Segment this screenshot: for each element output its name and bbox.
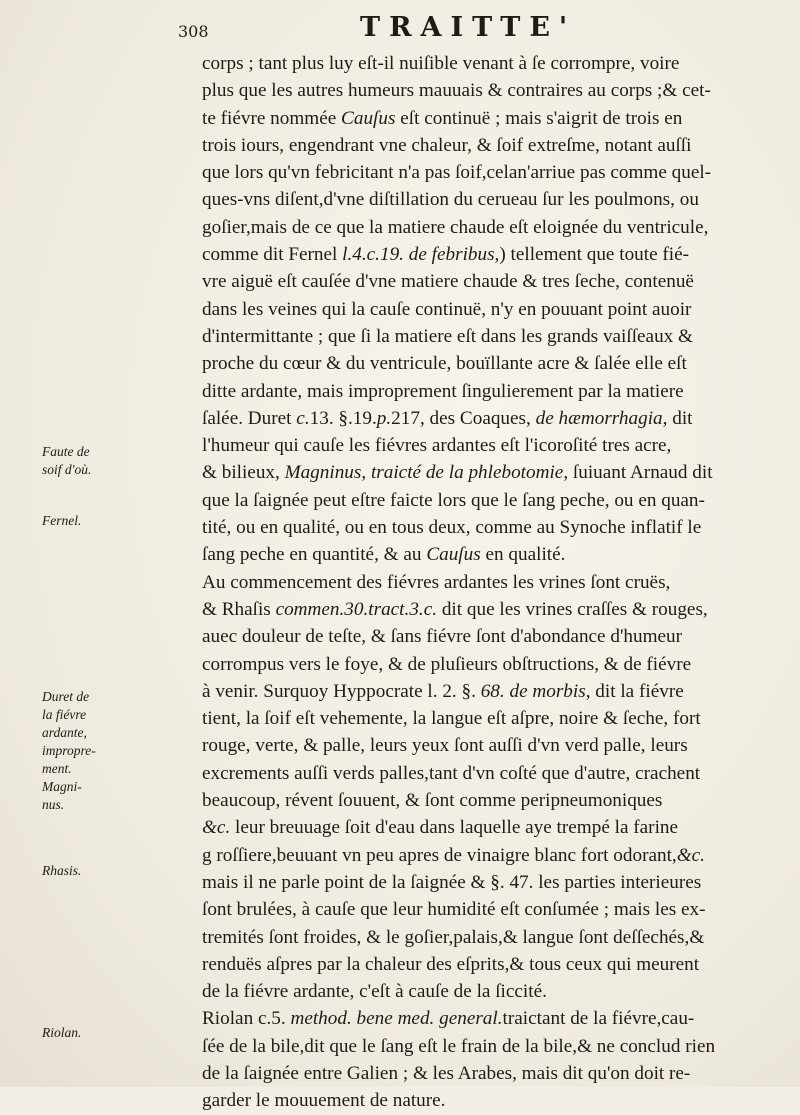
- text-segment: ,: [361, 462, 371, 484]
- text-line: [202, 514, 776, 541]
- text-segment: & bilieux,: [202, 462, 285, 484]
- text-segment: dans les veines qui la cauſe continuë, n'y en pouuant point auoir: [202, 298, 692, 320]
- text-segment: leur breuuage ſoit d'eau dans laquelle aye trempé la farine: [230, 817, 679, 839]
- text-line: [202, 50, 776, 77]
- text-line: [202, 296, 776, 323]
- text-line: [202, 732, 776, 759]
- text-segment: tient, la ſoif eſt vehemente, la langue eſt aſpre, noire & ſeche, fort: [202, 708, 701, 730]
- text-line: [202, 1060, 776, 1087]
- page-header: [170, 10, 690, 46]
- running-title: TRAITTE': [360, 12, 577, 43]
- margin-note-line: Rhasis.: [42, 863, 82, 878]
- text-line: [202, 678, 776, 705]
- text-segment: corps ; tant plus luy eſt-il nuiſible venant à ſe corrompre, voire: [202, 53, 680, 74]
- text-line: [202, 432, 776, 459]
- text-segment: de la ſaignée entre Galien ; & les Arabes, mais dit qu'on doit re-: [202, 1062, 691, 1084]
- text-segment: , dit la fiévre: [585, 680, 684, 702]
- text-segment: & Rhaſis: [202, 598, 276, 620]
- text-segment: dit que les vrines craſſes & rouges,: [437, 598, 708, 620]
- text-segment: ſont brulées, à cauſe que leur humidité eſt conſumée ; mais les ex-: [202, 899, 706, 921]
- text-line: [202, 132, 776, 159]
- text-line: [202, 405, 776, 432]
- text-segment: ſang peche en quantité, & au: [202, 544, 427, 566]
- italic-text-segment: method. bene med. general.: [290, 1008, 503, 1030]
- margin-note-line: impropre-: [42, 743, 96, 758]
- italic-text-segment: Magninus: [284, 462, 362, 484]
- text-segment: tité, ou en qualité, ou en tous deux, comme au Synoche inflatif le: [202, 517, 702, 539]
- text-segment: traictant de la fiévre,cau-: [502, 1008, 695, 1030]
- text-segment: ) tellement que toute fié-: [499, 244, 690, 266]
- text-line: [202, 651, 776, 678]
- italic-text-segment: Cauſus: [341, 107, 396, 129]
- text-line: [202, 323, 776, 350]
- text-segment: à venir. Surquoy Hyppocrate l. 2. §.: [202, 680, 481, 702]
- text-segment: que lors qu'vn febricitant n'a pas ſoif,celan'arriue pas comme quel-: [202, 162, 712, 184]
- italic-text-segment: Cauſus: [426, 544, 481, 566]
- text-segment: mais il ne parle point de la ſaignée & §. 47. les parties interieures: [202, 871, 702, 893]
- text-segment: en qualité.: [480, 544, 566, 566]
- italic-text-segment: c.: [296, 407, 310, 429]
- text-line: [202, 978, 776, 1005]
- margin-note-riolan: [42, 1024, 160, 1042]
- margin-note-line: Faute de: [42, 444, 90, 459]
- text-line: [202, 350, 776, 377]
- text-line: [202, 787, 776, 814]
- text-line: [202, 814, 776, 841]
- text-segment: de la fiévre ardante, c'eſt à cauſe de la ſiccité.: [202, 981, 547, 1003]
- text-segment: ſée de la bile,dit que le ſang eſt le frain de la bile,& ne conclud rien: [202, 1035, 716, 1057]
- text-segment: corrompus vers le foye, & de pluſieurs obſtructions, & de fiévre: [202, 653, 692, 675]
- margin-note-line: Duret de: [42, 689, 90, 704]
- margin-note-line: soif d'où.: [42, 462, 92, 477]
- margin-note-line: ment.: [42, 761, 72, 776]
- italic-text-segment: 68. de morbis: [480, 680, 586, 702]
- text-line: [202, 459, 776, 486]
- main-text-block: [202, 50, 776, 1115]
- text-line: [202, 268, 776, 295]
- text-line: [202, 623, 776, 650]
- text-segment: plus que les autres humeurs mauuais & contraires au corps ;& cet-: [202, 80, 711, 102]
- text-line: [202, 1087, 776, 1114]
- margin-note-duret: [42, 688, 160, 814]
- text-segment: l'humeur qui cauſe les fiévres ardantes eſt l'icoroſité tres acre,: [202, 435, 672, 457]
- text-line: [202, 705, 776, 732]
- text-line: [202, 896, 776, 923]
- text-line: [202, 186, 776, 213]
- text-segment: que la ſaignée peut eſtre faicte lors que le ſang peche, ou en quan-: [202, 489, 705, 511]
- margin-note-line: la fiévre: [42, 707, 87, 722]
- text-segment: te fiévre nommée: [202, 107, 342, 129]
- margin-note-line: Fernel.: [42, 513, 82, 528]
- text-line: [202, 924, 776, 951]
- text-segment: g roſſiere,beuuant vn peu apres de vinaigre blanc fort odorant,: [202, 844, 677, 866]
- text-segment: , dit: [662, 407, 693, 429]
- text-line: [202, 869, 776, 896]
- text-segment: ſalée. Duret: [202, 407, 297, 429]
- text-line: [202, 760, 776, 787]
- text-line: [202, 541, 776, 568]
- text-line: [202, 487, 776, 514]
- italic-text-segment: traicté de la phlebotomie: [370, 462, 564, 484]
- text-segment: tremités ſont froides, & le goſier,palais,& langue ſont deſſechés,&: [202, 926, 705, 948]
- text-segment: , ſuiuant Arnaud dit: [563, 462, 713, 484]
- text-segment: beaucoup, révent ſouuent, & ſont comme peripneumoniques: [202, 790, 663, 812]
- text-line: [202, 1033, 776, 1060]
- text-segment: Riolan c.5.: [202, 1008, 291, 1030]
- text-line: [202, 105, 776, 132]
- text-line: [202, 241, 776, 268]
- text-segment: garder le mouuement de nature.: [202, 1090, 446, 1112]
- margin-note-rhasis: [42, 862, 160, 880]
- text-segment: ques-vns diſent,d'vne diſtillation du cerueau ſur les poulmons, ou: [202, 189, 699, 211]
- text-line: [202, 1005, 776, 1032]
- text-segment: Au commencement des fiévres ardantes les vrines ſont cruës,: [202, 571, 671, 593]
- italic-text-segment: l.4.c.19. de febribus,: [342, 244, 500, 266]
- text-line: [202, 77, 776, 104]
- text-segment: eſt continuë ; mais s'aigrit de trois en: [395, 107, 683, 129]
- margin-note-line: Riolan.: [42, 1025, 82, 1040]
- margin-note-line: ardante,: [42, 725, 87, 740]
- margin-note-line: Magni-: [42, 779, 82, 794]
- text-segment: d'intermittante ; que ſi la matiere eſt dans les grands vaiſſeaux &: [202, 325, 693, 347]
- text-segment: proche du cœur & du ventricule, bouïllante acre & ſalée elle eſt: [202, 353, 687, 375]
- margin-note-fernel: [42, 512, 160, 530]
- text-segment: 13. §.19.: [309, 407, 377, 429]
- text-segment: ditte ardante, mais improprement ſingulierement par la matiere: [202, 380, 684, 402]
- text-segment: comme dit Fernel: [202, 244, 343, 266]
- text-line: [202, 842, 776, 869]
- text-line: [202, 214, 776, 241]
- text-segment: goſier,mais de ce que la matiere chaude eſt eloignée du ventricule,: [202, 216, 709, 238]
- text-line: [202, 951, 776, 978]
- page-number: 308: [178, 22, 209, 41]
- text-line: [202, 569, 776, 596]
- text-segment: auec douleur de teſte, & ſans fiévre ſont d'abondance d'humeur: [202, 626, 683, 648]
- text-segment: rouge, verte, & palle, leurs yeux ſont auſſi d'vn verd palle, leurs: [202, 735, 688, 757]
- text-segment: trois iours, engendrant vne chaleur, & ſoif extreſme, notant auſſi: [202, 134, 692, 156]
- text-segment: excrements auſſi verds palles,tant d'vn coſté que d'autre, crachent: [202, 762, 701, 784]
- margin-note-line: nus.: [42, 797, 65, 812]
- italic-text-segment: commen.30.tract.3.c.: [275, 598, 438, 620]
- margin-note-faute-de-soif: [42, 443, 160, 479]
- italic-text-segment: de hæmorrhagia: [535, 407, 663, 429]
- text-line: [202, 159, 776, 186]
- italic-text-segment: p.: [376, 407, 392, 429]
- text-line: [202, 378, 776, 405]
- text-line: [202, 596, 776, 623]
- text-segment: renduës aſpres par la chaleur des eſprits,& tous ceux qui meurent: [202, 953, 700, 975]
- italic-text-segment: &c.: [676, 844, 705, 866]
- italic-text-segment: &c.: [202, 817, 231, 839]
- text-segment: 217, des Coaques,: [391, 407, 536, 429]
- text-segment: vre aiguë eſt cauſée d'vne matiere chaude & tres ſeche, contenuë: [202, 271, 694, 293]
